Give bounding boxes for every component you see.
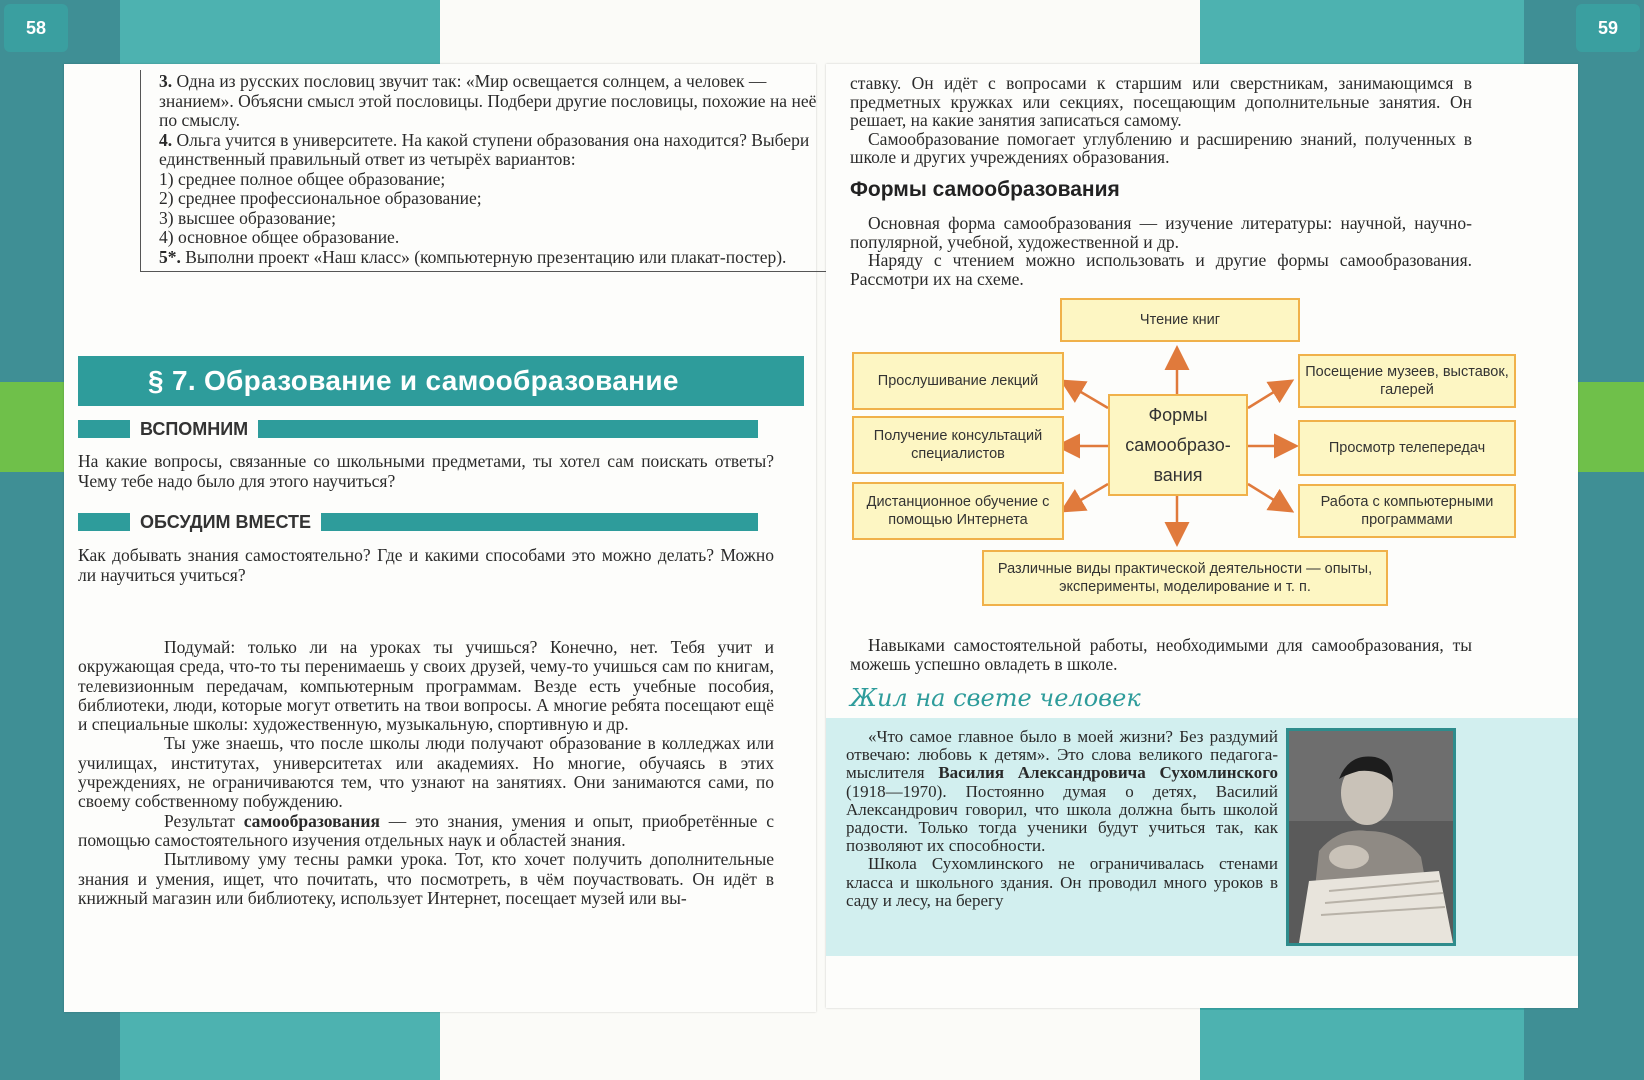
- left-body-text: [78, 638, 774, 908]
- scheme-box-distance-learning: Дистанционное обучение с помощью Интернета: [852, 482, 1064, 540]
- arrow-left-bottom: [1064, 484, 1108, 510]
- body-paragraph: Результат самообразования — это знания, умения и опыт, приобретённые с помощью самостоятельного изучения отдельных наук и областей знания.: [78, 810, 774, 850]
- scheme-center-box: Формы самообразо- вания: [1108, 394, 1248, 496]
- body-paragraph: Самообразование помогает углублению и расширению знаний, полученных в школе и других учреждениях образования.: [850, 128, 1472, 167]
- forms-scheme-diagram: [850, 296, 1510, 616]
- page-number-left: 58: [4, 4, 68, 52]
- person-name: Василия Александровича Сухомлинского: [938, 763, 1278, 783]
- right-top-text: [850, 74, 1472, 167]
- answer-option: 1) среднее полное общее образование;: [159, 168, 446, 189]
- scheme-box-practical: Различные виды практической деятельности — опыты, эксперименты, моделирование и т. п.: [982, 550, 1388, 606]
- vspomnim-heading: [78, 418, 758, 440]
- body-paragraph: ставку. Он идёт с вопросами к старшим или сверстникам, занимающимся в предметных кружках или секциях, посещающим дополнительные занятия. Он решает, на какие занятия записаться самому.: [850, 73, 1472, 130]
- heading-bar: [78, 420, 130, 438]
- body-paragraph: Наряду с чтением можно использовать и другие формы самообразования. Рассмотри их на схеме.: [850, 250, 1472, 289]
- body-paragraph: Школа Сухомлинского не ограничивалась стенами класса и школьного здания. Он проводил много уроков в саду и лесу, на берегу: [846, 854, 1278, 910]
- scheme-box-tv: Просмотр телепередач: [1298, 420, 1516, 476]
- question-item: 4. Ольга учится в университете. На какой ступени образования она находится? Выбери единственный правильный ответ из четырёх вариантов:: [159, 129, 810, 169]
- scheme-box-museums: Посещение музеев, выставок, галерей: [1298, 354, 1516, 408]
- heading-bar: [321, 513, 758, 531]
- obsudim-text: Как добывать знания самостоятельно? Где и какими способами это можно делать? Можно ли научиться учиться?: [78, 545, 774, 585]
- skills-text: [850, 636, 1472, 673]
- forms-heading: Формы самообразования: [850, 178, 1120, 201]
- heading-bar: [258, 420, 758, 438]
- green-strip-right: [1574, 382, 1644, 472]
- term-self-education: самообразования: [243, 810, 380, 831]
- zhil-heading: Жил на свете человек: [850, 684, 1141, 712]
- scheme-box-computer: Работа с компьютерными программами: [1298, 484, 1516, 538]
- scheme-box-lectures: Прослушивание лекций: [852, 352, 1064, 410]
- arrow-right-bottom: [1248, 484, 1290, 510]
- answer-option: 3) высшее образование;: [159, 207, 337, 228]
- section-title-banner: [78, 356, 804, 406]
- vspomnim-text: На какие вопросы, связанные со школьными предметами, ты хотел сам поискать ответы? Чему тебе надо было для этого научиться?: [78, 451, 774, 491]
- scheme-box-consultations: Получение консультаций специалистов: [852, 416, 1064, 474]
- scheme-box-reading: Чтение книг: [1060, 298, 1300, 342]
- right-page: [826, 64, 1578, 1008]
- arrow-left-top: [1064, 382, 1108, 408]
- question-item: 3. Одна из русских пословиц звучит так: «Мир освещается солнцем, а человек — знанием». Объясни смысл этой пословицы. Подбери другие пословицы, похожие на неё по смыслу.: [159, 71, 817, 130]
- body-paragraph: Ты уже знаешь, что после школы люди получают образование в колледжах или училищах, институтах, университетах или академиях. Но многие, обучаясь в этих учреждениях, не ограничиваются тем, что узнают на занятиях. Они занимаются сами, по своему собственному побуждению.: [78, 733, 774, 812]
- arrow-right-top: [1248, 382, 1290, 408]
- body-paragraph: Основная форма самообразования — изучение литературы: научной, научно-популярной, учебной, художественной и др.: [850, 213, 1472, 252]
- body-paragraph: «Что самое главное было в моей жизни? Без раздумий отвечаю: любовь к детям». Это слова великого педагога-мыслителя Василия Александровича Сухомлинского (1918—1970). Постоянно думая о детях, Василий Александрович говорил, что школа должна быть школой радости. Только тогда ученики будут учиться так, как позволяют их способности.: [846, 727, 1278, 856]
- forms-text: [850, 214, 1472, 288]
- green-strip-left: [0, 382, 70, 472]
- questions-box: [140, 70, 832, 272]
- question-item: 5*. Выполни проект «Наш класс» (компьютерную презентацию или плакат-постер).: [159, 246, 787, 267]
- obsudim-label: ОБСУДИМ ВМЕСТЕ: [140, 511, 312, 532]
- vspomnim-label: ВСПОМНИМ: [140, 418, 249, 439]
- section-title: § 7. Образование и самообразование: [148, 365, 679, 396]
- answer-option: 4) основное общее образование.: [159, 227, 400, 247]
- biography-text: [846, 728, 1278, 910]
- left-page: [64, 64, 816, 1012]
- body-paragraph: Подумай: только ли на уроках ты учишься? Конечно, нет. Тебя учит и окружающая среда, что-то ты перенимаешь у своих друзей, чему-то учишься сам по книгам, телевизионным передачам, компьютерным программам. Везде есть учебные пособия, библиотеки, люди, которые могут ответить на твои вопросы. А многие ребята посещают ещё и специальные школы: художественную, музыкальную, спортивную и др.: [78, 637, 774, 735]
- heading-bar: [78, 513, 130, 531]
- answer-option: 2) среднее профессиональное образование;: [159, 188, 482, 208]
- obsudim-heading: [78, 511, 758, 533]
- sukhomlinsky-photo: [1286, 728, 1456, 946]
- body-paragraph: Навыками самостоятельной работы, необходимыми для самообразования, ты можешь успешно овладеть в школе.: [850, 635, 1472, 674]
- page-number-right: 59: [1576, 4, 1640, 52]
- portrait-illustration: [1289, 731, 1453, 943]
- body-paragraph: Пытливому уму тесны рамки урока. Тот, кто хочет получить дополнительные знания и умения, ищет, что почитать, что посмотреть, в чём поучаствовать. Он идёт в книжный магазин или библиотеку, использует Интернет, посещает музей или вы-: [78, 849, 774, 908]
